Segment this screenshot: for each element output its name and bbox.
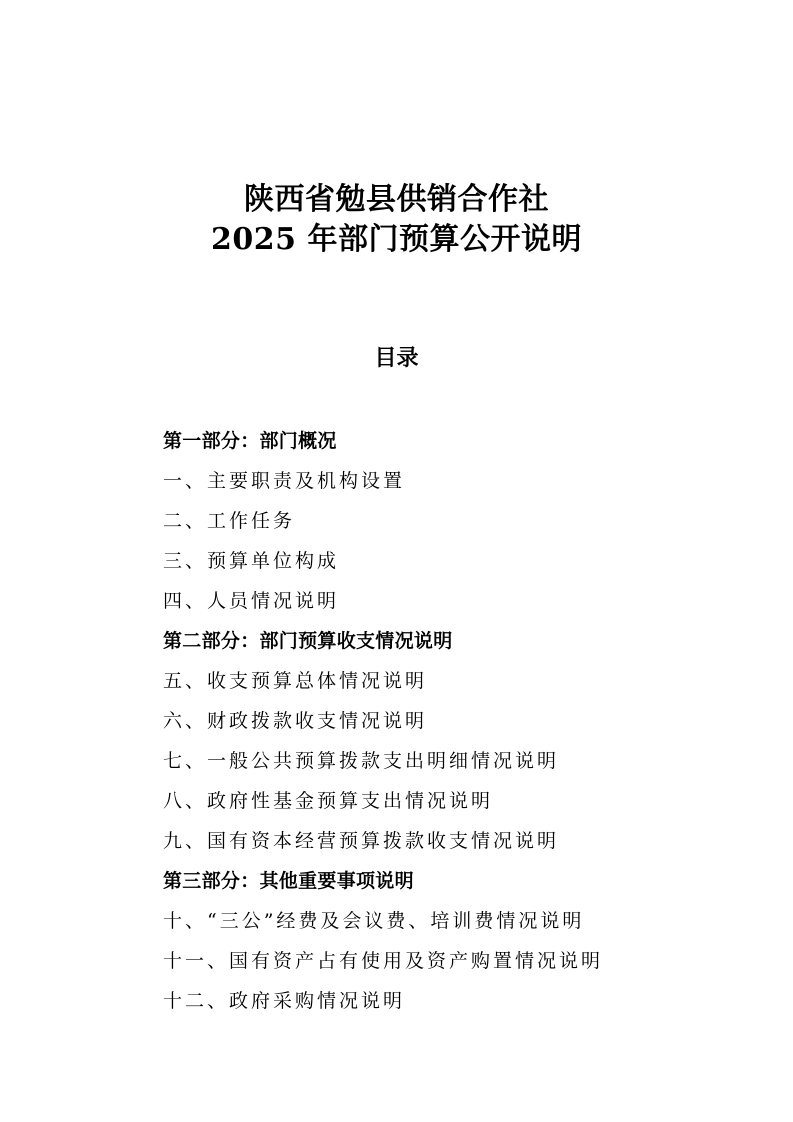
- toc-item-5: 五、收支预算总体情况说明: [163, 670, 428, 692]
- document-title-line-1: 陕西省勉县供销合作社: [244, 182, 549, 217]
- toc-item-6: 六、财政拨款收支情况说明: [163, 710, 428, 732]
- toc-item-11: 十一、国有资产占有使用及资产购置情况说明: [163, 950, 604, 972]
- toc-item-7: 七、一般公共预算拨款支出明细情况说明: [163, 750, 560, 772]
- toc-item-12: 十二、政府采购情况说明: [163, 990, 406, 1012]
- toc-heading: 目录: [374, 346, 419, 371]
- toc-part-3: 第三部分：其他重要事项说明: [163, 870, 414, 892]
- toc-item-4: 四、人员情况说明: [163, 590, 340, 612]
- toc-item-1: 一、主要职责及机构设置: [163, 470, 406, 492]
- toc-part-1: 第一部分：部门概况: [163, 430, 337, 452]
- toc-item-10: 十、“三公”经费及会议费、培训费情况说明: [163, 910, 585, 932]
- toc-item-3: 三、预算单位构成: [163, 550, 340, 572]
- toc-item-2: 二、工作任务: [163, 510, 296, 532]
- toc-part-2: 第二部分：部门预算收支情况说明: [163, 630, 453, 652]
- document-title-line-2: 2025 年部门预算公开说明: [211, 222, 582, 257]
- toc-item-8: 八、政府性基金预算支出情况说明: [163, 790, 494, 812]
- table-of-contents: [163, 425, 603, 1025]
- toc-item-9: 九、国有资本经营预算拨款收支情况说明: [163, 830, 560, 852]
